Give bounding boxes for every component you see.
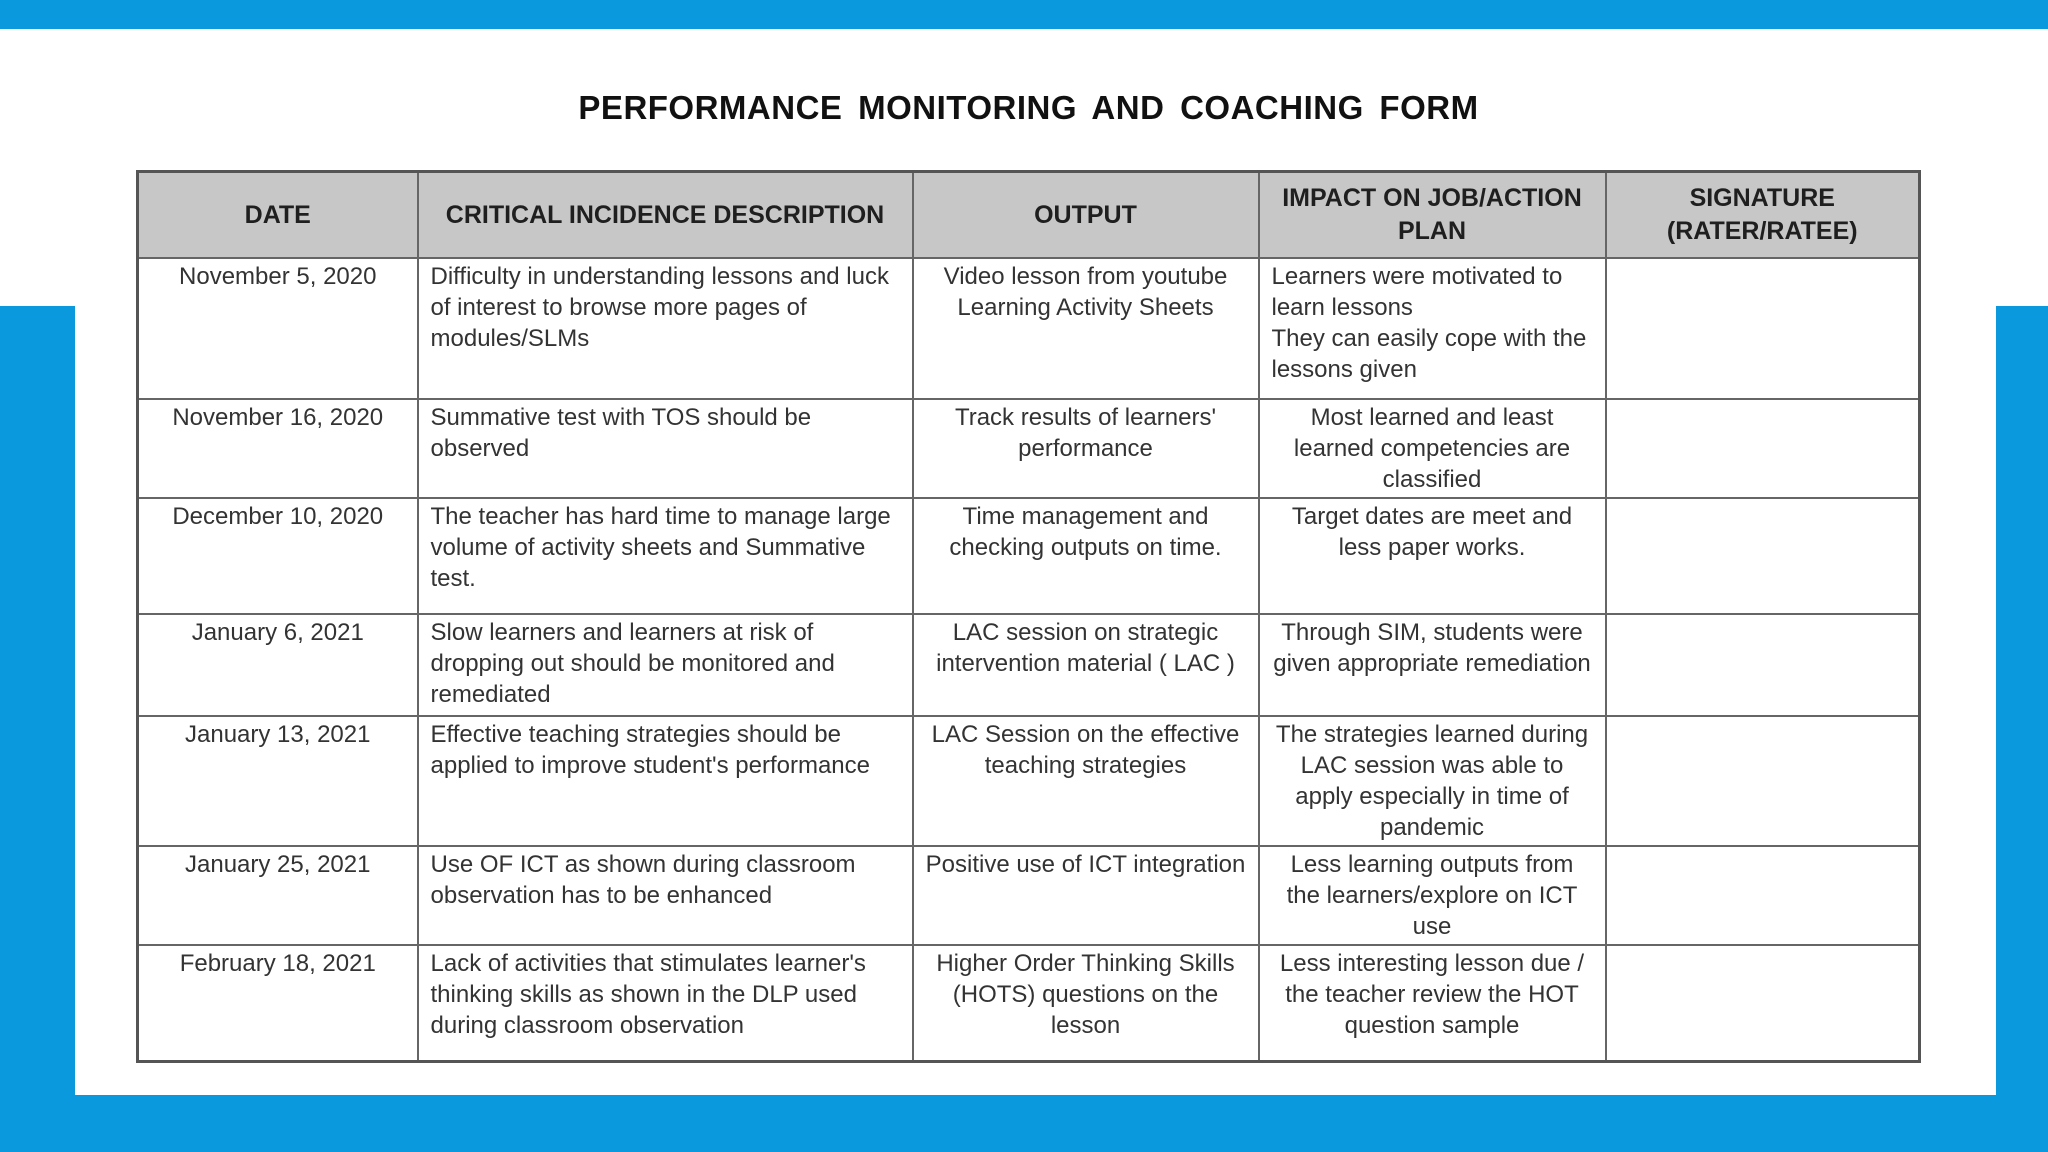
- signature-cell: [1606, 399, 1920, 498]
- description-cell: Summative test with TOS should be observed: [418, 399, 913, 498]
- left-accent-band: [0, 306, 75, 1152]
- coaching-form-table: [136, 170, 1921, 1063]
- impact-line: Less learning outputs from the learners/explore on ICT use: [1286, 851, 1578, 940]
- date-cell: November 16, 2020: [138, 399, 418, 498]
- table-header-row: [138, 172, 1920, 259]
- output-cell: LAC Session on the effective teaching strategies: [913, 716, 1259, 846]
- output-cell: Higher Order Thinking Skills (HOTS) questions on the lesson: [913, 945, 1259, 1061]
- form-title: PERFORMANCE MONITORING AND COACHING FORM: [578, 89, 1479, 126]
- bottom-accent-band: [0, 1095, 2048, 1152]
- impact-line: Learners were motivated to learn lessons: [1271, 263, 1563, 321]
- table-row: [138, 399, 1920, 498]
- header-output: OUTPUT: [913, 172, 1259, 259]
- signature-cell: [1606, 498, 1920, 614]
- table-row: [138, 498, 1920, 614]
- table-row: [138, 258, 1920, 399]
- description-cell: Lack of activities that stimulates learner's thinking skills as shown in the DLP used during classroom observation: [418, 945, 913, 1061]
- date-cell: December 10, 2020: [138, 498, 418, 614]
- impact-cell: [1259, 258, 1606, 399]
- impact-cell: [1259, 945, 1606, 1061]
- output-cell: LAC session on strategic intervention material ( LAC ): [913, 614, 1259, 716]
- signature-cell: [1606, 945, 1920, 1061]
- impact-cell: [1259, 614, 1606, 716]
- date-cell: January 6, 2021: [138, 614, 418, 716]
- table-row: [138, 614, 1920, 716]
- header-critical-incidence-description: CRITICAL INCIDENCE DESCRIPTION: [418, 172, 913, 259]
- header-signature: SIGNATURE (RATER/RATEE): [1606, 172, 1920, 259]
- date-cell: February 18, 2021: [138, 945, 418, 1061]
- slide-content: [75, 29, 1996, 1095]
- impact-cell: [1259, 399, 1606, 498]
- header-impact-on-job-action-plan: IMPACT ON JOB/ACTION PLAN: [1259, 172, 1606, 259]
- impact-line: They can easily cope with the lessons given: [1271, 325, 1587, 383]
- top-accent-band: [0, 0, 2048, 29]
- output-cell: Video lesson from youtube Learning Activity Sheets: [913, 258, 1259, 399]
- table-row: [138, 716, 1920, 846]
- impact-line: Target dates are meet and less paper works.: [1291, 503, 1573, 561]
- signature-cell: [1606, 716, 1920, 846]
- description-cell: Effective teaching strategies should be applied to improve student's performance: [418, 716, 913, 846]
- impact-line: The strategies learned during LAC session was able to apply especially in time of pandemic: [1275, 721, 1589, 841]
- date-cell: November 5, 2020: [138, 258, 418, 399]
- signature-cell: [1606, 846, 1920, 945]
- impact-line: Through SIM, students were given appropriate remediation: [1273, 619, 1591, 677]
- signature-cell: [1606, 614, 1920, 716]
- description-cell: Slow learners and learners at risk of dropping out should be monitored and remediated: [418, 614, 913, 716]
- impact-cell: [1259, 846, 1606, 945]
- description-cell: Difficulty in understanding lessons and luck of interest to browse more pages of modules/SLMs: [418, 258, 913, 399]
- description-cell: The teacher has hard time to manage large volume of activity sheets and Summative test.: [418, 498, 913, 614]
- impact-cell: [1259, 498, 1606, 614]
- output-cell: Track results of learners' performance: [913, 399, 1259, 498]
- header-date: DATE: [138, 172, 418, 259]
- description-cell: Use OF ICT as shown during classroom observation has to be enhanced: [418, 846, 913, 945]
- impact-cell: [1259, 716, 1606, 846]
- impact-line: Most learned and least learned competencies are classified: [1293, 404, 1571, 493]
- output-cell: Positive use of ICT integration: [913, 846, 1259, 945]
- impact-line: Less interesting lesson due / the teacher review the HOT question sample: [1279, 950, 1585, 1039]
- right-accent-band: [1996, 306, 2048, 1152]
- date-cell: January 13, 2021: [138, 716, 418, 846]
- signature-cell: [1606, 258, 1920, 399]
- table-row: [138, 846, 1920, 945]
- table-row: [138, 945, 1920, 1061]
- output-cell: Time management and checking outputs on time.: [913, 498, 1259, 614]
- date-cell: January 25, 2021: [138, 846, 418, 945]
